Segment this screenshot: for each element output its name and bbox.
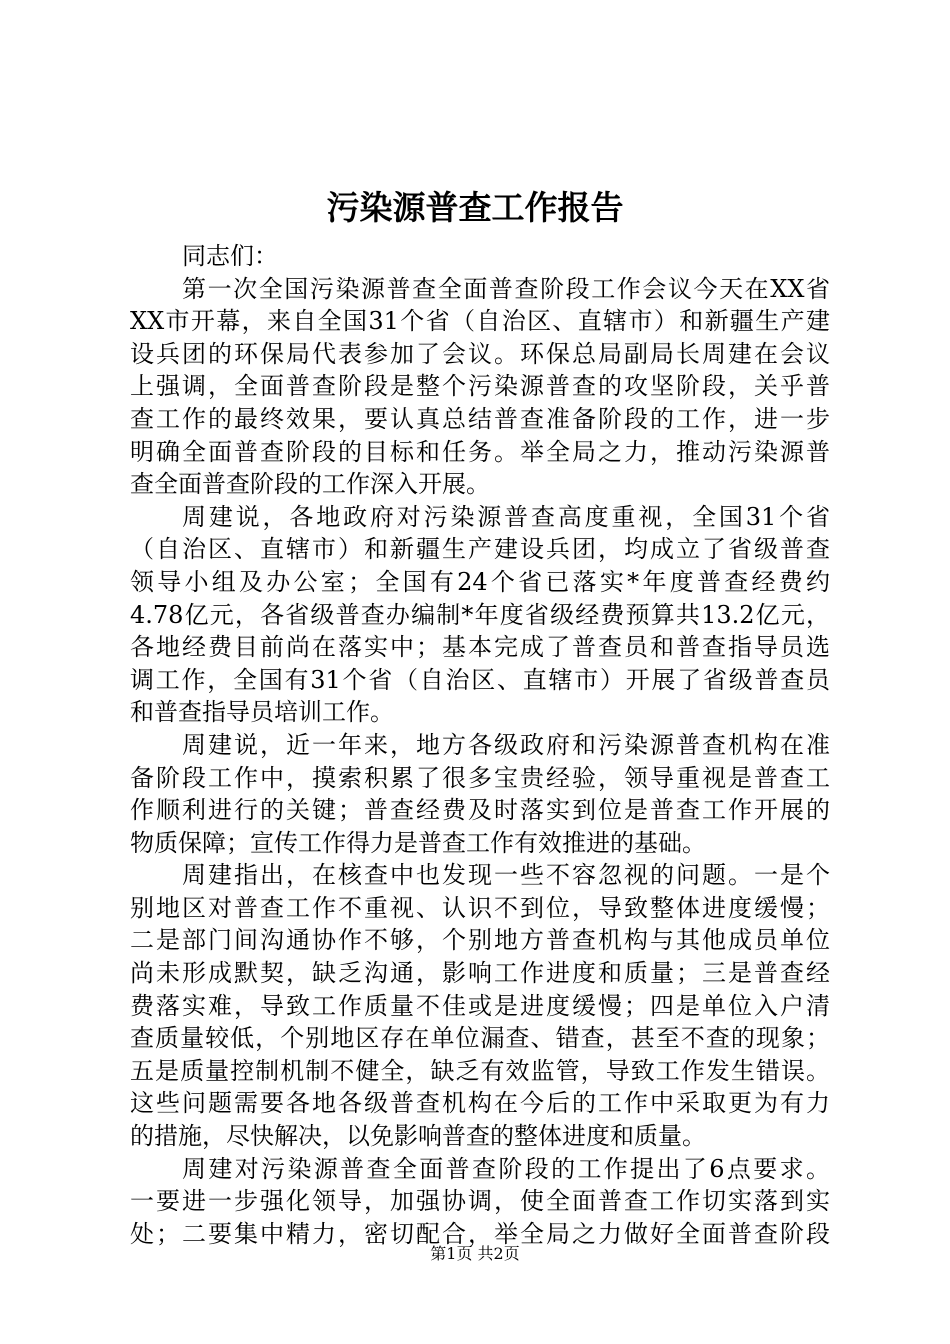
paragraph-line: 上强调，全面普查阶段是整个污染源普查的攻坚阶段，关乎普: [130, 372, 830, 401]
paragraph-line: 这些问题需要各地各级普查机构在今后的工作中采取更为有力: [130, 1089, 830, 1118]
paragraph-line: 查质量较低，个别地区存在单位漏查、错查，甚至不查的现象；: [130, 1024, 830, 1053]
paragraph-line: XX市开幕，来自全国31个省（自治区、直辖市）和新疆生产建: [130, 307, 830, 336]
paragraph-line: 物质保障；宣传工作得力是普查工作有效推进的基础。: [130, 828, 706, 857]
paragraph-line: （自治区、直辖市）和新疆生产建设兵团，均成立了省级普查: [130, 535, 830, 564]
paragraph-line: 处；二要集中精力，密切配合，举全局之力做好全面普查阶段: [130, 1219, 830, 1248]
paragraph-line: 明确全面普查阶段的目标和任务。举全局之力，推动污染源普: [130, 437, 830, 466]
paragraph-line: 二是部门间沟通协作不够，个别地方普查机构与其他成员单位: [130, 926, 830, 955]
document-body: [130, 240, 830, 1250]
page-number: 第1页 共2页: [430, 1244, 520, 1263]
paragraph-line: 周建说，各地政府对污染源普查高度重视，全国31个省: [182, 502, 830, 531]
paragraph-line: 作顺利进行的关键；普查经费及时落实到位是普查工作开展的: [130, 796, 830, 825]
paragraph-line: 的措施，尽快解决，以免影响普查的整体进度和质量。: [130, 1122, 706, 1151]
paragraph-line: 费落实难，导致工作质量不佳或是进度缓慢；四是单位入户清: [130, 991, 830, 1020]
page-footer: [0, 1244, 950, 1264]
paragraph-line: 周建指出，在核查中也发现一些不容忽视的问题。一是个: [182, 861, 830, 890]
paragraph-line: 五是质量控制机制不健全，缺乏有效监管，导致工作发生错误。: [130, 1056, 830, 1085]
paragraph-line: 和普查指导员培训工作。: [130, 698, 394, 727]
paragraph-line: 调工作，全国有31个省（自治区、直辖市）开展了省级普查员: [130, 665, 830, 694]
paragraph-line: 备阶段工作中，摸索积累了很多宝贵经验，领导重视是普查工: [130, 763, 830, 792]
paragraph-line: 周建对污染源普查全面普查阶段的工作提出了6点要求。: [182, 1154, 830, 1183]
paragraph-line: 尚未形成默契，缺乏沟通，影响工作进度和质量；三是普查经: [130, 959, 830, 988]
paragraph-line: 设兵团的环保局代表参加了会议。环保总局副局长周建在会议: [130, 339, 830, 368]
paragraph-line: 查工作的最终效果，要认真总结普查准备阶段的工作，进一步: [130, 404, 830, 433]
paragraph-line: 4.78亿元，各省级普查办编制*年度省级经费预算共13.2亿元，: [130, 600, 830, 629]
paragraph-line: 第一次全国污染源普查全面普查阶段工作会议今天在XX省: [182, 274, 830, 303]
document-title: 污染源普查工作报告: [326, 188, 624, 227]
paragraph-line: 领导小组及办公室；全国有24个省已落实*年度普查经费约: [130, 567, 830, 596]
paragraph-line: 查全面普查阶段的工作深入开展。: [130, 470, 490, 499]
paragraph-line: 各地经费目前尚在落实中；基本完成了普查员和普查指导员选: [130, 633, 830, 662]
paragraph-line: 一要进一步强化领导，加强协调，使全面普查工作切实落到实: [130, 1187, 830, 1216]
paragraph-line: 周建说，近一年来，地方各级政府和污染源普查机构在准: [182, 730, 830, 759]
salutation-line: 同志们：: [182, 242, 278, 270]
paragraph-line: 别地区对普查工作不重视、认识不到位，导致整体进度缓慢；: [130, 893, 830, 922]
